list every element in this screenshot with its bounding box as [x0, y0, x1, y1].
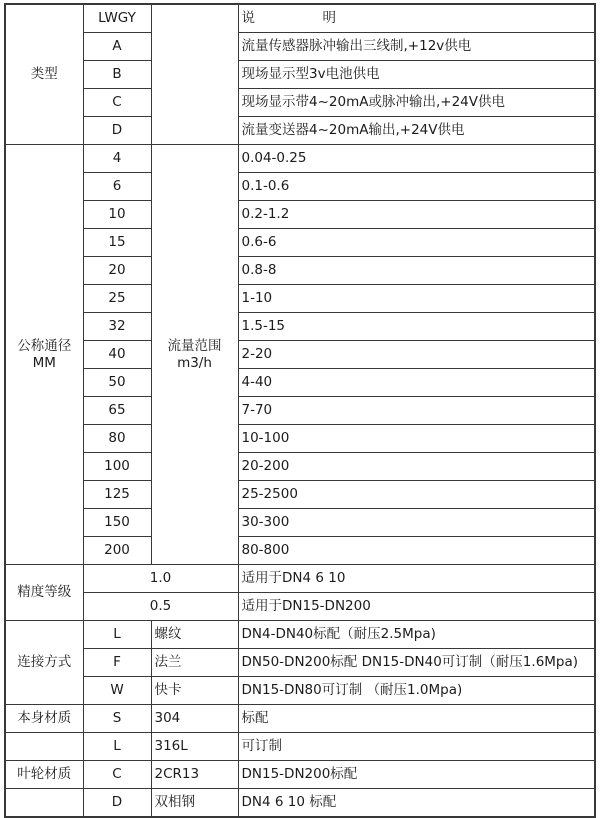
flowmeter-spec-table — [4, 3, 596, 818]
accuracy-value-cell: 0.5 — [83, 593, 238, 621]
flow-range-cell: 1-10 — [238, 285, 595, 313]
table-row — [5, 173, 595, 201]
empty-label-cell — [5, 789, 83, 818]
connection-name-cell: 螺纹 — [151, 621, 238, 649]
type-code-cell: B — [83, 61, 151, 89]
connection-section-label-cell: 连接方式 — [5, 621, 83, 705]
flow-range-cell: 7-70 — [238, 397, 595, 425]
type-desc-cell: 流量变送器4~20mA输出,+24V供电 — [238, 117, 595, 145]
connection-desc-cell: DN50-DN200标配 DN15-DN40可订制（耐压1.6Mpa) — [238, 649, 595, 677]
impeller-code-cell: D — [83, 789, 151, 818]
flow-range-cell: 30-300 — [238, 509, 595, 537]
impeller-name-cell: 2CR13 — [151, 761, 238, 789]
table-row — [5, 537, 595, 565]
connection-name-cell: 快卡 — [151, 677, 238, 705]
table-row — [5, 369, 595, 397]
empty-label-cell — [5, 733, 83, 761]
dn-cell: 50 — [83, 369, 151, 397]
table-row — [5, 229, 595, 257]
empty-spacer-cell — [151, 4, 238, 145]
table-row — [5, 425, 595, 453]
flow-range-cell: 0.8-8 — [238, 257, 595, 285]
table-row — [5, 117, 595, 145]
impeller-code-cell: L — [83, 733, 151, 761]
flow-range-label-line2: m3/h — [177, 354, 212, 371]
table-row — [5, 201, 595, 229]
flow-range-cell: 0.6-6 — [238, 229, 595, 257]
impeller-name-cell: 316L — [151, 733, 238, 761]
connection-name-cell: 法兰 — [151, 649, 238, 677]
table-row — [5, 733, 595, 761]
flow-range-cell: 0.1-0.6 — [238, 173, 595, 201]
impeller-name-cell: 双相钢 — [151, 789, 238, 818]
impeller-material-label-cell: 叶轮材质 — [5, 761, 83, 789]
dn-cell: 200 — [83, 537, 151, 565]
dn-cell: 20 — [83, 257, 151, 285]
type-code-cell: D — [83, 117, 151, 145]
dn-cell: 65 — [83, 397, 151, 425]
flow-range-cell: 4-40 — [238, 369, 595, 397]
table-row — [5, 761, 595, 789]
flow-range-cell: 0.04-0.25 — [238, 145, 595, 173]
flow-range-label-line1: 流量范围 — [167, 337, 222, 354]
body-material-name-cell: 304 — [151, 705, 238, 733]
table-row — [5, 145, 595, 173]
flow-range-cell: 10-100 — [238, 425, 595, 453]
connection-desc-cell: DN4-DN40标配（耐压2.5Mpa) — [238, 621, 595, 649]
table-row — [5, 89, 595, 117]
flow-range-cell: 20-200 — [238, 453, 595, 481]
table-row — [5, 481, 595, 509]
table-row — [5, 313, 595, 341]
connection-code-cell: L — [83, 621, 151, 649]
type-desc-cell: 流量传感器脉冲输出三线制,+12v供电 — [238, 33, 595, 61]
dn-cell: 40 — [83, 341, 151, 369]
dn-cell: 4 — [83, 145, 151, 173]
dn-cell: 100 — [83, 453, 151, 481]
table-row — [5, 4, 595, 33]
table-row — [5, 453, 595, 481]
table-row — [5, 593, 595, 621]
model-code-cell: LWGY — [83, 4, 151, 33]
flow-range-label-cell — [151, 145, 238, 565]
connection-code-cell: F — [83, 649, 151, 677]
table-row — [5, 621, 595, 649]
impeller-desc-cell: DN4 6 10 标配 — [238, 789, 595, 818]
accuracy-desc-cell: 适用于DN4 6 10 — [238, 565, 595, 593]
type-section-label-cell: 类型 — [5, 4, 83, 145]
type-desc-cell: 现场显示型3v电池供电 — [238, 61, 595, 89]
flow-range-cell: 1.5-15 — [238, 313, 595, 341]
dn-cell: 150 — [83, 509, 151, 537]
table-row — [5, 789, 595, 818]
dn-cell: 32 — [83, 313, 151, 341]
body-material-label-cell: 本身材质 — [5, 705, 83, 733]
description-header-cell: 说明 — [238, 4, 595, 33]
connection-code-cell: W — [83, 677, 151, 705]
table-row — [5, 257, 595, 285]
impeller-desc-cell: DN15-DN200标配 — [238, 761, 595, 789]
flow-range-cell: 25-2500 — [238, 481, 595, 509]
table-row — [5, 509, 595, 537]
table-row — [5, 677, 595, 705]
table-row — [5, 285, 595, 313]
diameter-section-label-cell — [5, 145, 83, 565]
diameter-label-line1: 公称通径 — [17, 337, 72, 354]
dn-cell: 10 — [83, 201, 151, 229]
dn-cell: 6 — [83, 173, 151, 201]
body-material-desc-cell: 标配 — [238, 705, 595, 733]
dn-cell: 25 — [83, 285, 151, 313]
accuracy-section-label-cell: 精度等级 — [5, 565, 83, 621]
table-row — [5, 649, 595, 677]
table-row — [5, 61, 595, 89]
diameter-label-line2: MM — [32, 354, 56, 371]
flow-range-cell: 2-20 — [238, 341, 595, 369]
flow-range-cell: 80-800 — [238, 537, 595, 565]
type-code-cell: A — [83, 33, 151, 61]
impeller-code-cell: C — [83, 761, 151, 789]
table-row — [5, 705, 595, 733]
dn-cell: 80 — [83, 425, 151, 453]
connection-desc-cell: DN15-DN80可订制 （耐压1.0Mpa) — [238, 677, 595, 705]
table-row — [5, 397, 595, 425]
accuracy-desc-cell: 适用于DN15-DN200 — [238, 593, 595, 621]
body-material-code-cell: S — [83, 705, 151, 733]
flow-range-cell: 0.2-1.2 — [238, 201, 595, 229]
impeller-desc-cell: 可订制 — [238, 733, 595, 761]
type-desc-cell: 现场显示带4~20mA或脉冲输出,+24V供电 — [238, 89, 595, 117]
table-row — [5, 341, 595, 369]
dn-cell: 15 — [83, 229, 151, 257]
dn-cell: 125 — [83, 481, 151, 509]
table-row — [5, 33, 595, 61]
table-row — [5, 565, 595, 593]
type-code-cell: C — [83, 89, 151, 117]
accuracy-value-cell: 1.0 — [83, 565, 238, 593]
